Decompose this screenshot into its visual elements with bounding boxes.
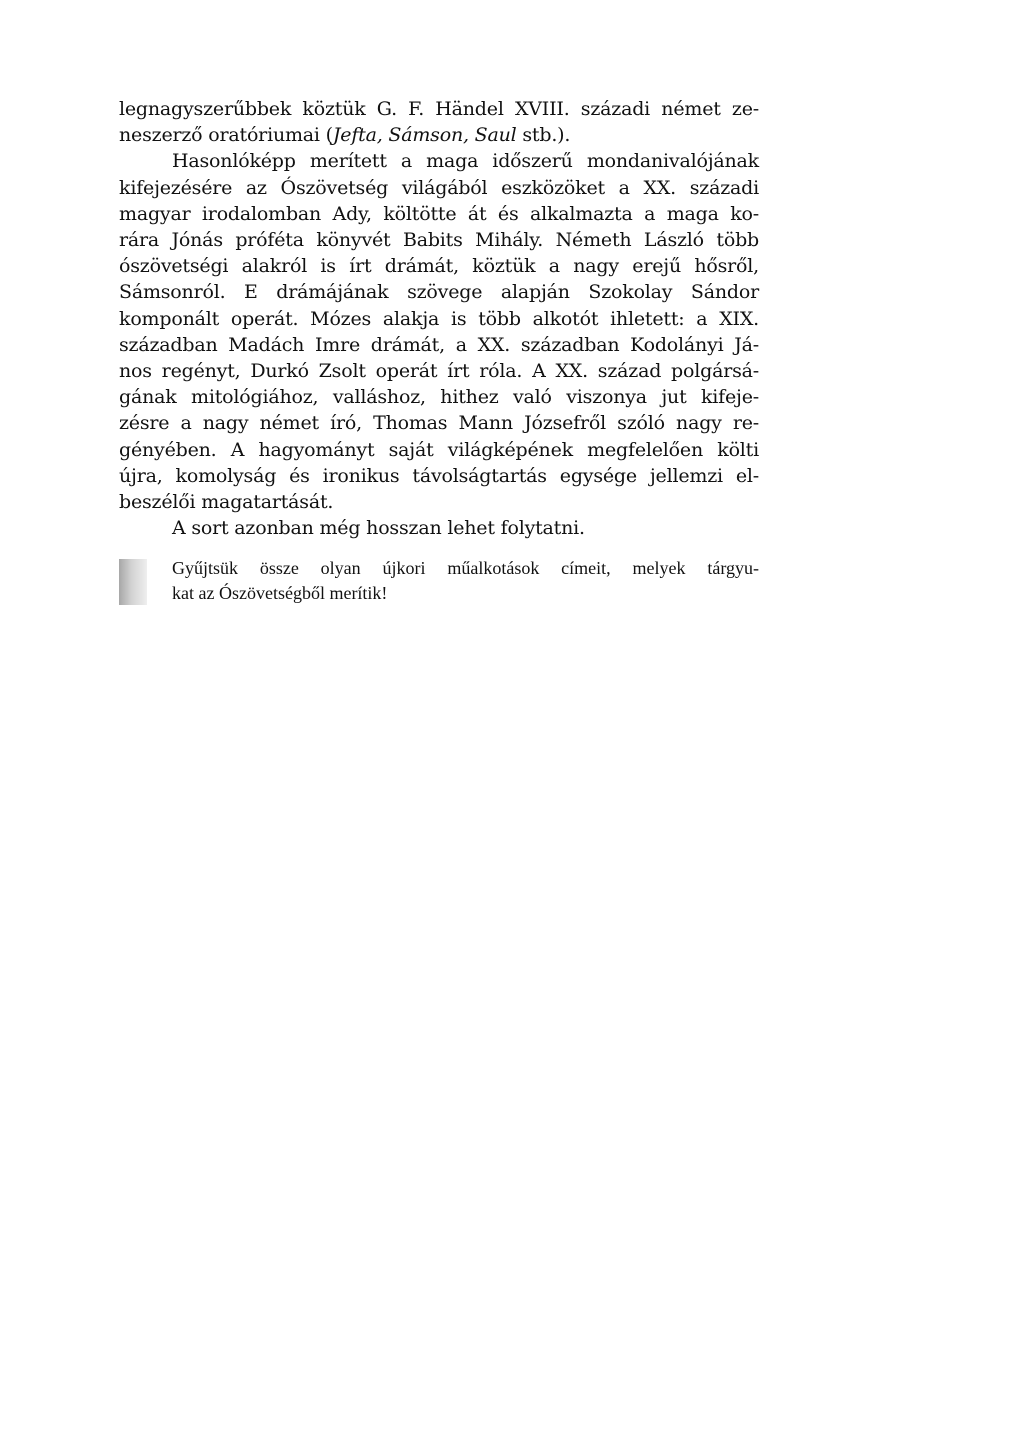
paragraph-2-line-5: ószövetségi alakról is írt drámát, köztük a nagy erejű hősről, bbox=[119, 255, 759, 278]
paragraph-2-line-10: gának mitológiához, valláshoz, hithez való viszonya jut kifeje- bbox=[119, 386, 759, 409]
paragraph-1-line-2 bbox=[119, 122, 759, 148]
task-line-1: Gyűjtsük össze olyan újkori műalkotások címeit, melyek tárgyu- bbox=[172, 558, 759, 578]
paragraph-2-line-14: beszélői magatartását. bbox=[119, 491, 334, 514]
paragraph-2-line-3: magyar irodalomban Ady, költötte át és alkalmazta a maga ko- bbox=[119, 202, 759, 225]
paragraph-2-line-6: Sámsonról. E drámájának szövege alapján Szokolay Sándor bbox=[119, 281, 759, 304]
paragraph-3-line-1: A sort azonban még hosszan lehet folytatni. bbox=[172, 517, 585, 540]
paragraph-1-line-2-end: stb.). bbox=[516, 124, 571, 147]
task-line-2: kat az Ószövetségből merítik! bbox=[172, 583, 388, 603]
body-text bbox=[119, 96, 759, 541]
paragraph-2-line-13: újra, komolyság és ironikus távolságtartás egysége jellemzi el- bbox=[119, 464, 759, 487]
paragraph-2-line-8: században Madách Imre drámát, a XX. században Kodolányi Já- bbox=[119, 333, 759, 356]
task-text bbox=[172, 556, 759, 606]
paragraph-2-line-2: kifejezésére az Ószövetség világából eszközöket a XX. századi bbox=[119, 176, 759, 199]
paragraph-2-line-11: zésre a nagy német író, Thomas Mann Józsefről szóló nagy re- bbox=[119, 412, 759, 435]
work-titles: Jefta, Sámson, Saul bbox=[332, 124, 517, 147]
paragraph-1-line-1: legnagyszerűbbek köztük G. F. Händel XVIII. századi német ze- bbox=[119, 98, 759, 120]
paragraph-1-line-2-start: neszerző oratóriumai ( bbox=[119, 124, 333, 147]
paragraph-2-line-1: Hasonlóképp merített a maga időszerű mondanivalójának bbox=[172, 150, 759, 173]
task-marker-icon bbox=[119, 559, 147, 605]
paragraph-2-line-12: gényében. A hagyományt saját világképének megfelelően költi bbox=[119, 438, 759, 461]
paragraph-2-line-4: rára Jónás próféta könyvét Babits Mihály. Németh László több bbox=[119, 229, 759, 252]
paragraph-2-line-9: nos regényt, Durkó Zsolt operát írt róla. A XX. század polgársá- bbox=[119, 360, 759, 383]
paragraph-2-line-7: komponált operát. Mózes alakja is több alkotót ihletett: a XIX. bbox=[119, 307, 759, 330]
